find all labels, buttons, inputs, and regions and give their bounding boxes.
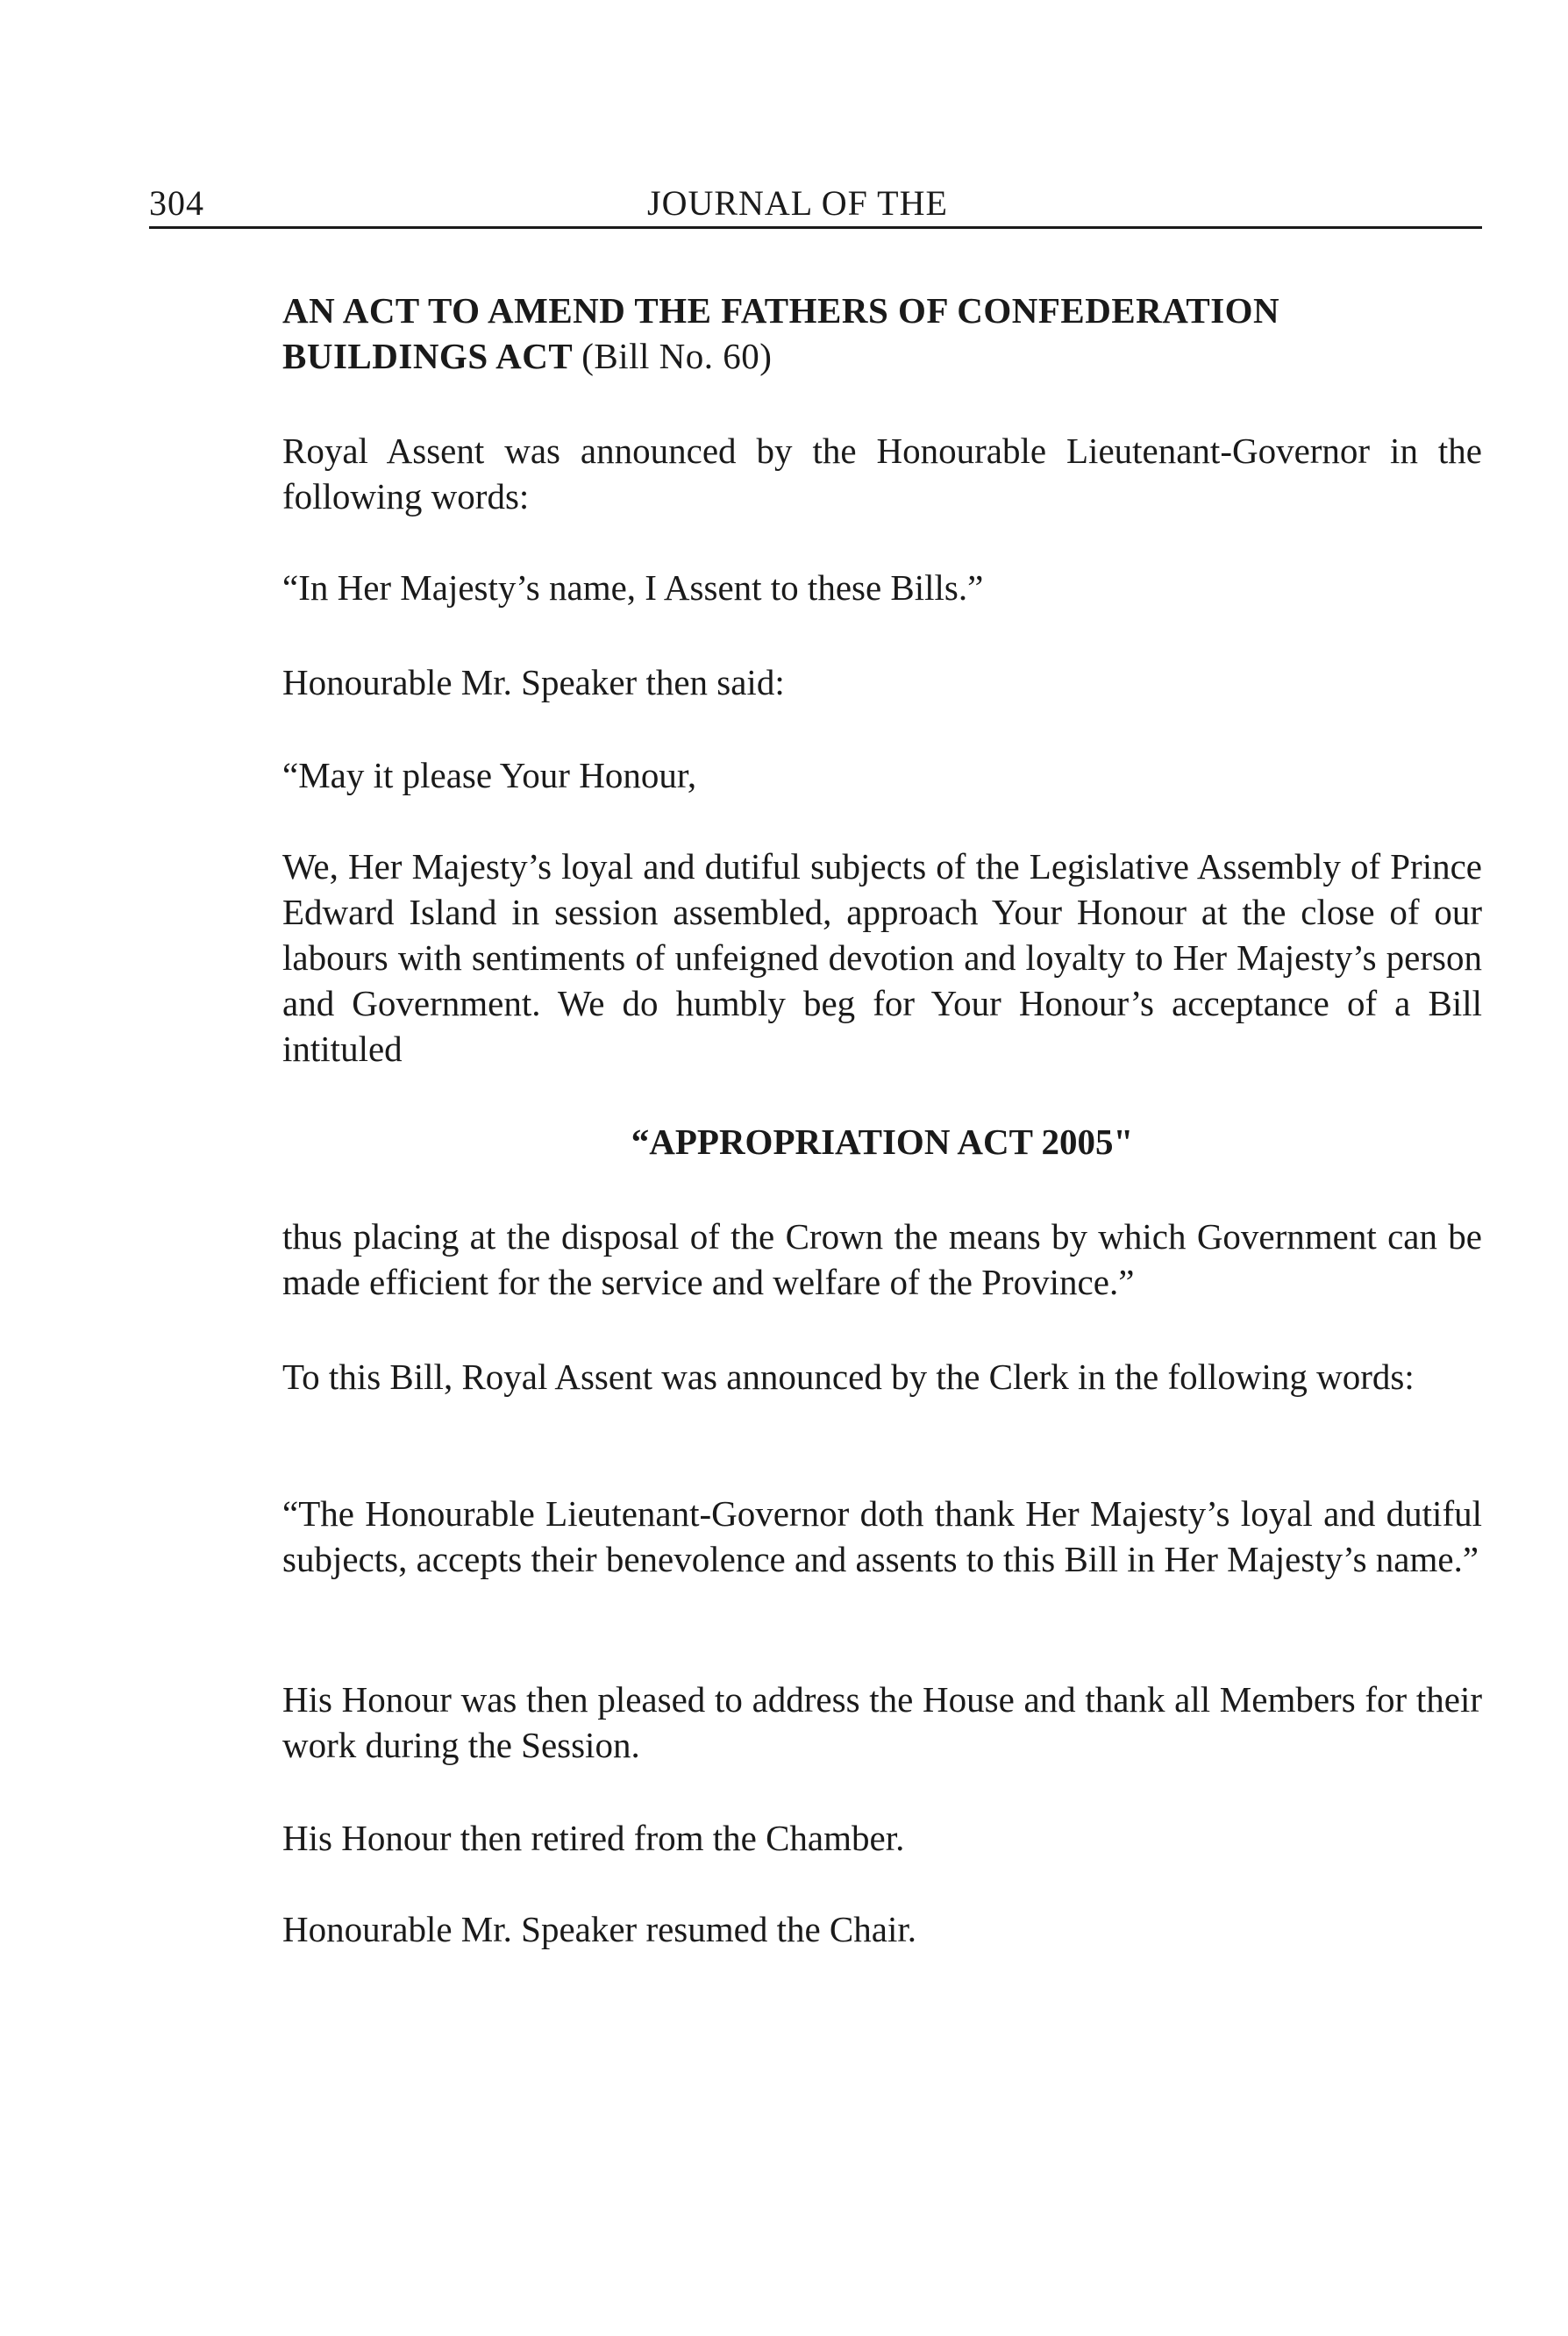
header-rule [149,226,1482,229]
retired-from-chamber: His Honour then retired from the Chamber. [282,1818,905,1858]
appropriation-title: “APPROPRIATION ACT 2005" [631,1122,1134,1162]
royal-assent-intro: Royal Assent was announced by the Honourable Lieutenant-Governor in the following words: [282,431,1482,516]
running-head [149,182,1482,230]
act-title: AN ACT TO AMEND THE FATHERS OF CONFEDERATION BUILDINGS ACT [282,290,1280,376]
clerk-announced: To this Bill, Royal Assent was announced by the Clerk in the following words: [282,1357,1415,1397]
speaker-resumed-chair: Honourable Mr. Speaker resumed the Chair. [282,1909,917,1949]
may-it-please: “May it please Your Honour, [282,755,697,795]
thus-placing: thus placing at the disposal of the Crown the means by which Government can be made efficient for the service and welfare of the Province.” [282,1216,1482,1302]
journal-title: JOURNAL OF THE [647,183,948,223]
lg-thanks: “The Honourable Lieutenant-Governor doth thank Her Majesty’s loyal and dutiful subjects, accepts their benevolence and assents to this Bill in Her Majesty’s name.” [282,1493,1482,1579]
assent-words: “In Her Majesty’s name, I Assent to these Bills.” [282,567,984,608]
act-bill-number: (Bill No. 60) [581,336,773,376]
speaker-said: Honourable Mr. Speaker then said: [282,662,785,702]
address-house: His Honour was then pleased to address the House and thank all Members for their work during the Session. [282,1679,1482,1765]
address-paragraph: We, Her Majesty’s loyal and dutiful subjects of the Legislative Assembly of Prince Edward Island in session assembled, approach Your Honour at the close of our labours with sentiments of unfeigned devotion and loyalty to Her Majesty’s person and Government. We do humbly beg for Your Honour’s acceptance of a Bill intituled [282,846,1482,1069]
page-number: 304 [149,183,204,223]
act-heading [282,288,1482,379]
